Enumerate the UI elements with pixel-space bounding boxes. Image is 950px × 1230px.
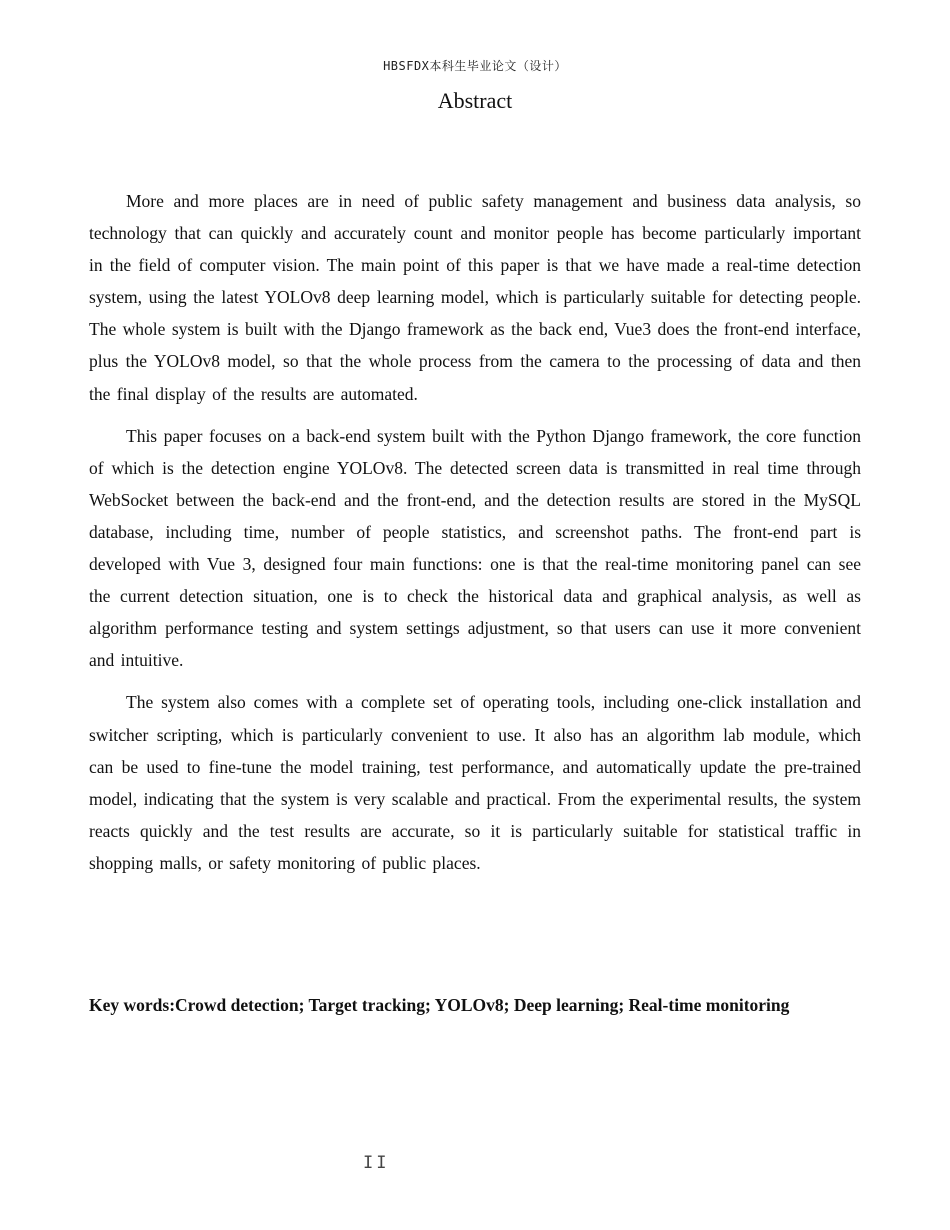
abstract-paragraph-2: This paper focuses on a back-end system built with the Python Django framework, the core function of which is the detection engine YOLOv8. The detected screen data is transmitted in real time through WebSocket between the back-end and the front-end, and the detection results are stored in the MySQL database, including time, number of people statistics, and screenshot paths. The front-end part is developed with Vue 3, designed four main functions: one is that the real-time monitoring panel can see the current detection situation, one is to check the historical data and graphical analysis, as well as algorithm performance testing and system settings adjustment, so that users can use it more convenient and intuitive. xyxy=(89,425,861,671)
abstract-paragraph-3: The system also comes with a complete set of operating tools, including one-click installation and switcher scripting, which is particularly convenient to use. It also has an algorithm lab module, which can be used to fine-tune the model training, test performance, and automatically update the pre-trained model, indicating that the system is very scalable and practical. From the experimental results, the system reacts quickly and the test results are accurate, so it is particularly suitable for statistical traffic in shopping malls, or safety monitoring of public places. xyxy=(89,692,861,873)
abstract-paragraph-1: More and more places are in need of public safety management and business data analysis, so technology that can quickly and accurately count and monitor people has become particularly important in the field of computer vision. The main point of this paper is that we have made a real-time detection system, using the latest YOLOv8 deep learning model, which is particularly suitable for detecting people. The whole system is built with the Django framework as the back end, Vue3 does the front-end interface, plus the YOLOv8 model, so that the whole process from the camera to the processing of data and then the final display of the results are automated. xyxy=(89,191,861,404)
keywords-line: Key words:Crowd detection; Target tracking; YOLOv8; Deep learning; Real-time monitoring xyxy=(89,995,790,1015)
page-number: II xyxy=(363,1153,390,1173)
abstract-body xyxy=(89,185,861,889)
page-title: Abstract xyxy=(437,88,513,113)
running-header: HBSFDX本科生毕业论文（设计） xyxy=(383,59,567,73)
